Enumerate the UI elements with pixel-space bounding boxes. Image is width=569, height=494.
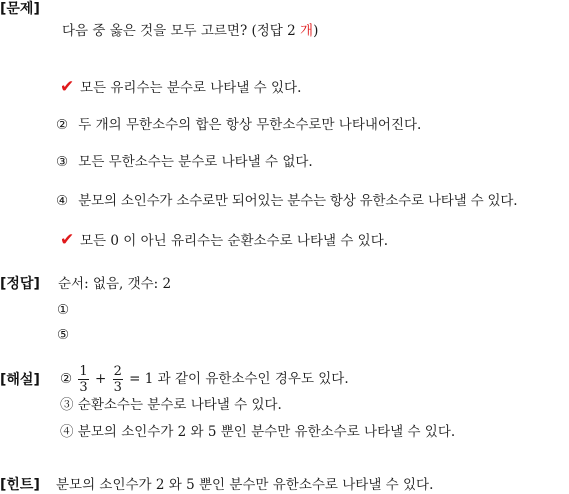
option-5 — [60, 231, 388, 250]
circled-two-icon: ② — [60, 371, 73, 387]
option-1-text: 모든 유리수는 분수로 나타낼 수 있다. — [80, 80, 302, 96]
explanation-line-3: ④ 분모의 소인수가 2 와 5 뿐인 분수만 유한소수로 나타낼 수 있다. — [60, 424, 456, 440]
question-count-unit: 개 — [300, 23, 314, 39]
check-icon: ✔ — [60, 230, 75, 250]
fraction-one-third — [78, 364, 88, 395]
circled-three-icon: ③ — [56, 154, 69, 170]
option-5-text: 모든 0 이 아닌 유리수는 순환소수로 나타낼 수 있다. — [80, 233, 389, 249]
explanation-label: [해설] — [0, 372, 40, 388]
check-icon: ✔ — [60, 77, 75, 97]
fraction-denominator: 3 — [113, 380, 122, 395]
circled-two-icon: ② — [56, 117, 69, 133]
option-2-text: 두 개의 무한소수의 합은 항상 무한소수로만 나타내어진다. — [78, 117, 422, 133]
question-main: 다음 중 옳은 것을 모두 고르면? (정답 2 — [62, 23, 296, 39]
plus-sign: + — [94, 371, 107, 387]
question-close: ) — [313, 23, 319, 39]
problem-label: [문제] — [0, 1, 40, 17]
fraction-numerator: 1 — [79, 364, 88, 379]
explanation-line-2: ③ 순환소수는 분수로 나타낼 수 있다. — [60, 397, 282, 413]
explanation-line-1 — [60, 360, 349, 398]
circled-four-icon: ④ — [56, 193, 69, 209]
option-2 — [56, 116, 421, 134]
hint-text: 분모의 소인수가 2 와 5 뿐인 분수만 유한소수로 나타낼 수 있다. — [56, 477, 434, 493]
fraction-denominator: 3 — [79, 380, 88, 395]
option-1 — [60, 78, 301, 97]
explanation-line-1-rest: = 1 과 같이 유한소수인 경우도 있다. — [129, 371, 349, 387]
fraction-two-thirds — [113, 364, 123, 395]
hint-label: [힌트] — [0, 477, 40, 493]
fraction-numerator: 2 — [113, 364, 122, 379]
answer-label: [정답] — [0, 276, 40, 292]
answer-summary: 순서: 없음, 갯수: 2 — [58, 276, 172, 292]
option-4 — [56, 192, 517, 210]
option-3-text: 모든 무한소수는 분수로 나타낼 수 없다. — [78, 154, 313, 170]
option-3 — [56, 153, 313, 171]
answer-item-2: ⑤ — [57, 327, 70, 343]
answer-item-1: ① — [57, 302, 70, 318]
option-4-text: 분모의 소인수가 소수로만 되어있는 분수는 항상 유한소수로 나타낼 수 있다. — [78, 193, 518, 209]
question-text — [62, 22, 318, 40]
